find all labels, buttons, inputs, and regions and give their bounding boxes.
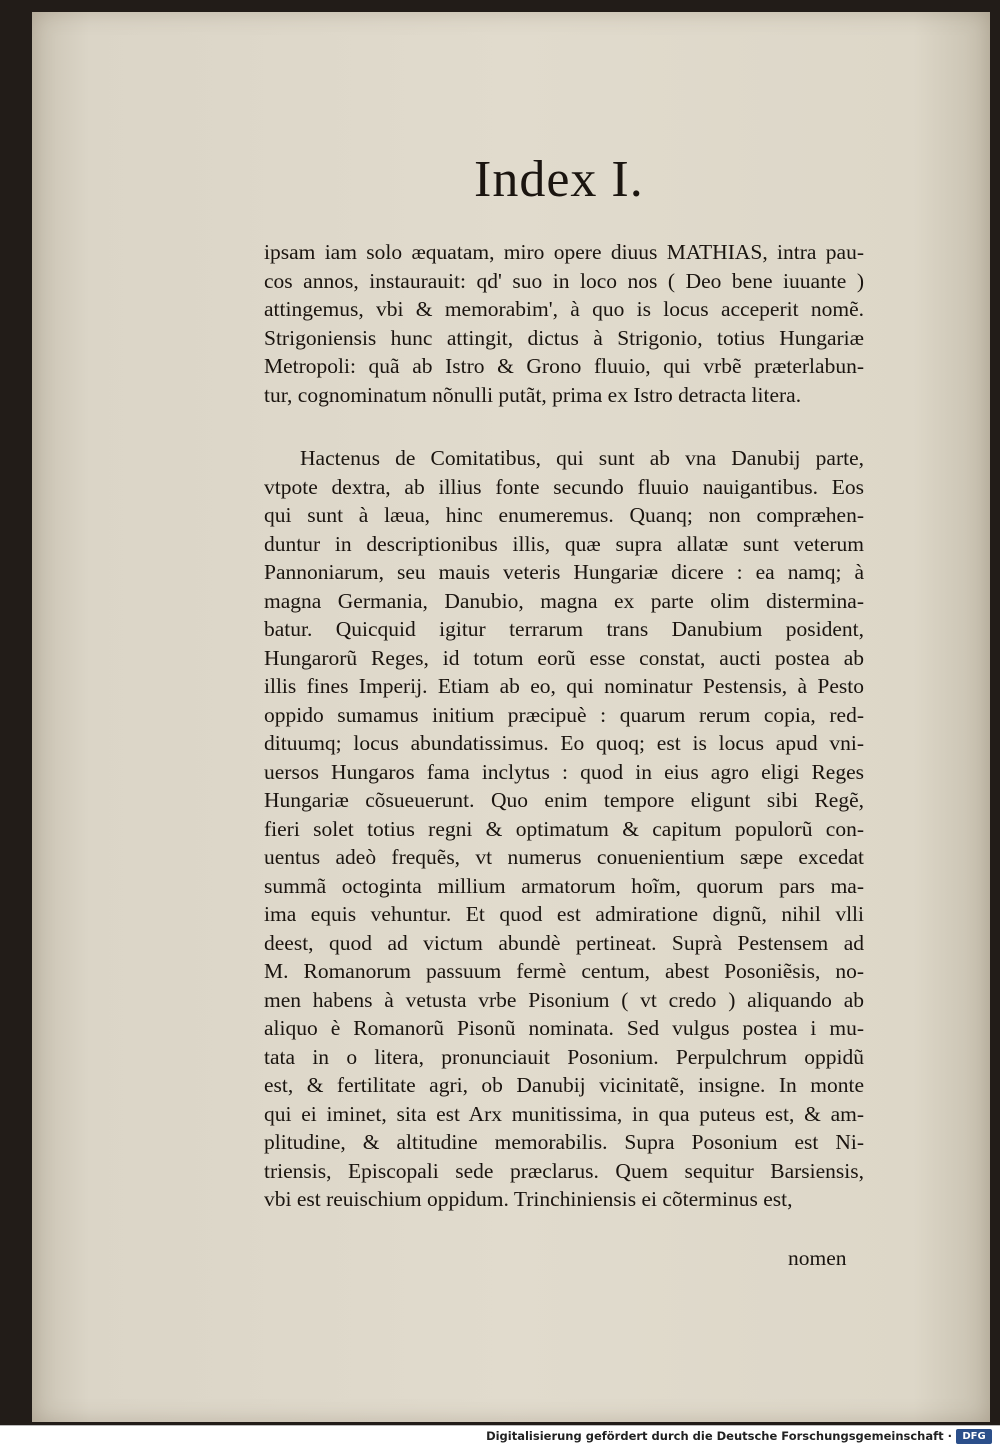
text-line: est, & fertilitate agri, ob Danubij vicinitatẽ, insigne. In monte	[264, 1073, 864, 1097]
paragraph-2	[264, 444, 864, 1214]
text-line: attingemus, vbi & memorabim', à quo is locus acceperit nomẽ.	[264, 297, 864, 321]
text-line: triensis, Episcopali sede præclarus. Quem sequitur Barsiensis,	[264, 1158, 864, 1183]
text-line: dituumq; locus abundatissimus. Eo quoq; est is locus apud vni-	[264, 731, 864, 755]
text-line: tur, cognominatum nõnulli putãt, prima ex Istro detracta litera.	[264, 382, 802, 407]
text-line: illis fines Imperij. Etiam ab eo, qui nominatur Pestensis, à Pesto	[264, 674, 864, 698]
book-page	[32, 12, 990, 1422]
text-line: fieri solet totius regni & optimatum & capitum populorũ con-	[264, 816, 864, 841]
text-line: plitudine, & altitudine memorabilis. Supra Posonium est Ni-	[264, 1130, 864, 1154]
text-line: uentus adeò frequẽs, vt numerus conuenientium sæpe excedat	[264, 845, 864, 869]
text-line: men habens à vetusta vrbe Pisonium ( vt credo ) aliquando ab	[264, 987, 864, 1012]
text-line: tata in o litera, pronunciauit Posonium. Perpulchrum oppidũ	[264, 1044, 864, 1069]
text-line: magna Germania, Danubio, magna ex parte olim distermina-	[264, 588, 864, 613]
text-line: ima equis vehuntur. Et quod est admiratione dignũ, nihil vlli	[264, 902, 864, 926]
text-line: cos annos, instaurauit: qd' suo in loco nos ( Deo bene iuuante )	[264, 268, 864, 293]
page-title: Index I.	[474, 151, 644, 208]
catchword: nomen	[788, 1246, 847, 1270]
text-line: summã octoginta millium armatorum hoĩm, quorum pars ma-	[264, 873, 864, 898]
text-line: duntur in descriptionibus illis, quæ supra allatæ sunt veterum	[264, 531, 864, 556]
text-line: Hungarorũ Reges, id totum eorũ esse constat, aucti postea ab	[264, 645, 864, 670]
footer-bar	[0, 1425, 1000, 1448]
text-line: oppido sumamus initium præcipuè : quarum rerum copia, red-	[264, 702, 864, 727]
text-line: Hungariæ cõsueuerunt. Quo enim tempore eligunt sibi Regẽ,	[264, 788, 864, 812]
text-line: uersos Hungaros fama inclytus : quod in eius agro eligi Reges	[264, 759, 864, 784]
text-line: M. Romanorum passuum fermè centum, abest Posoniẽsis, no-	[264, 959, 864, 983]
text-line: Pannoniarum, seu mauis veteris Hungariæ dicere : ea namq; à	[264, 560, 864, 584]
text-line: vbi est reuischium oppidum. Trinchiniensis ei cõterminus est,	[264, 1187, 793, 1211]
text-line: qui ei iminet, sita est Arx munitissima, in qua puteus est, & am-	[264, 1101, 864, 1126]
text-line: Strigoniensis hunc attingit, dictus à Strigonio, totius Hungariæ	[264, 325, 864, 350]
text-line: aliquo è Romanorũ Pisonũ nominata. Sed vulgus postea i mu-	[264, 1016, 864, 1040]
paragraph-1	[264, 238, 864, 409]
text-line: deest, quod ad victum abundè pertineat. Suprà Pestensem ad	[264, 930, 864, 955]
text-line: batur. Quicquid igitur terrarum trans Danubium posident,	[264, 617, 864, 641]
text-line: qui sunt à læua, hinc enumeremus. Quanq; non compræhen-	[264, 503, 864, 527]
text-line: vtpote dextra, ab illius fonte secundo fluuio nauigantibus. Eos	[264, 474, 864, 499]
text-line: Metropoli: quã ab Istro & Grono fluuio, qui vrbẽ præterlabun-	[264, 354, 864, 378]
text-line: Hactenus de Comitatibus, qui sunt ab vna Danubij parte,	[300, 446, 864, 470]
text-line: ipsam iam solo æquatam, miro opere diuus MATHIAS, intra pau-	[264, 240, 864, 264]
funding-credit: Digitalisierung gefördert durch die Deutsche Forschungsgemeinschaft ·	[486, 1429, 952, 1443]
dfg-logo: DFG	[956, 1429, 992, 1444]
